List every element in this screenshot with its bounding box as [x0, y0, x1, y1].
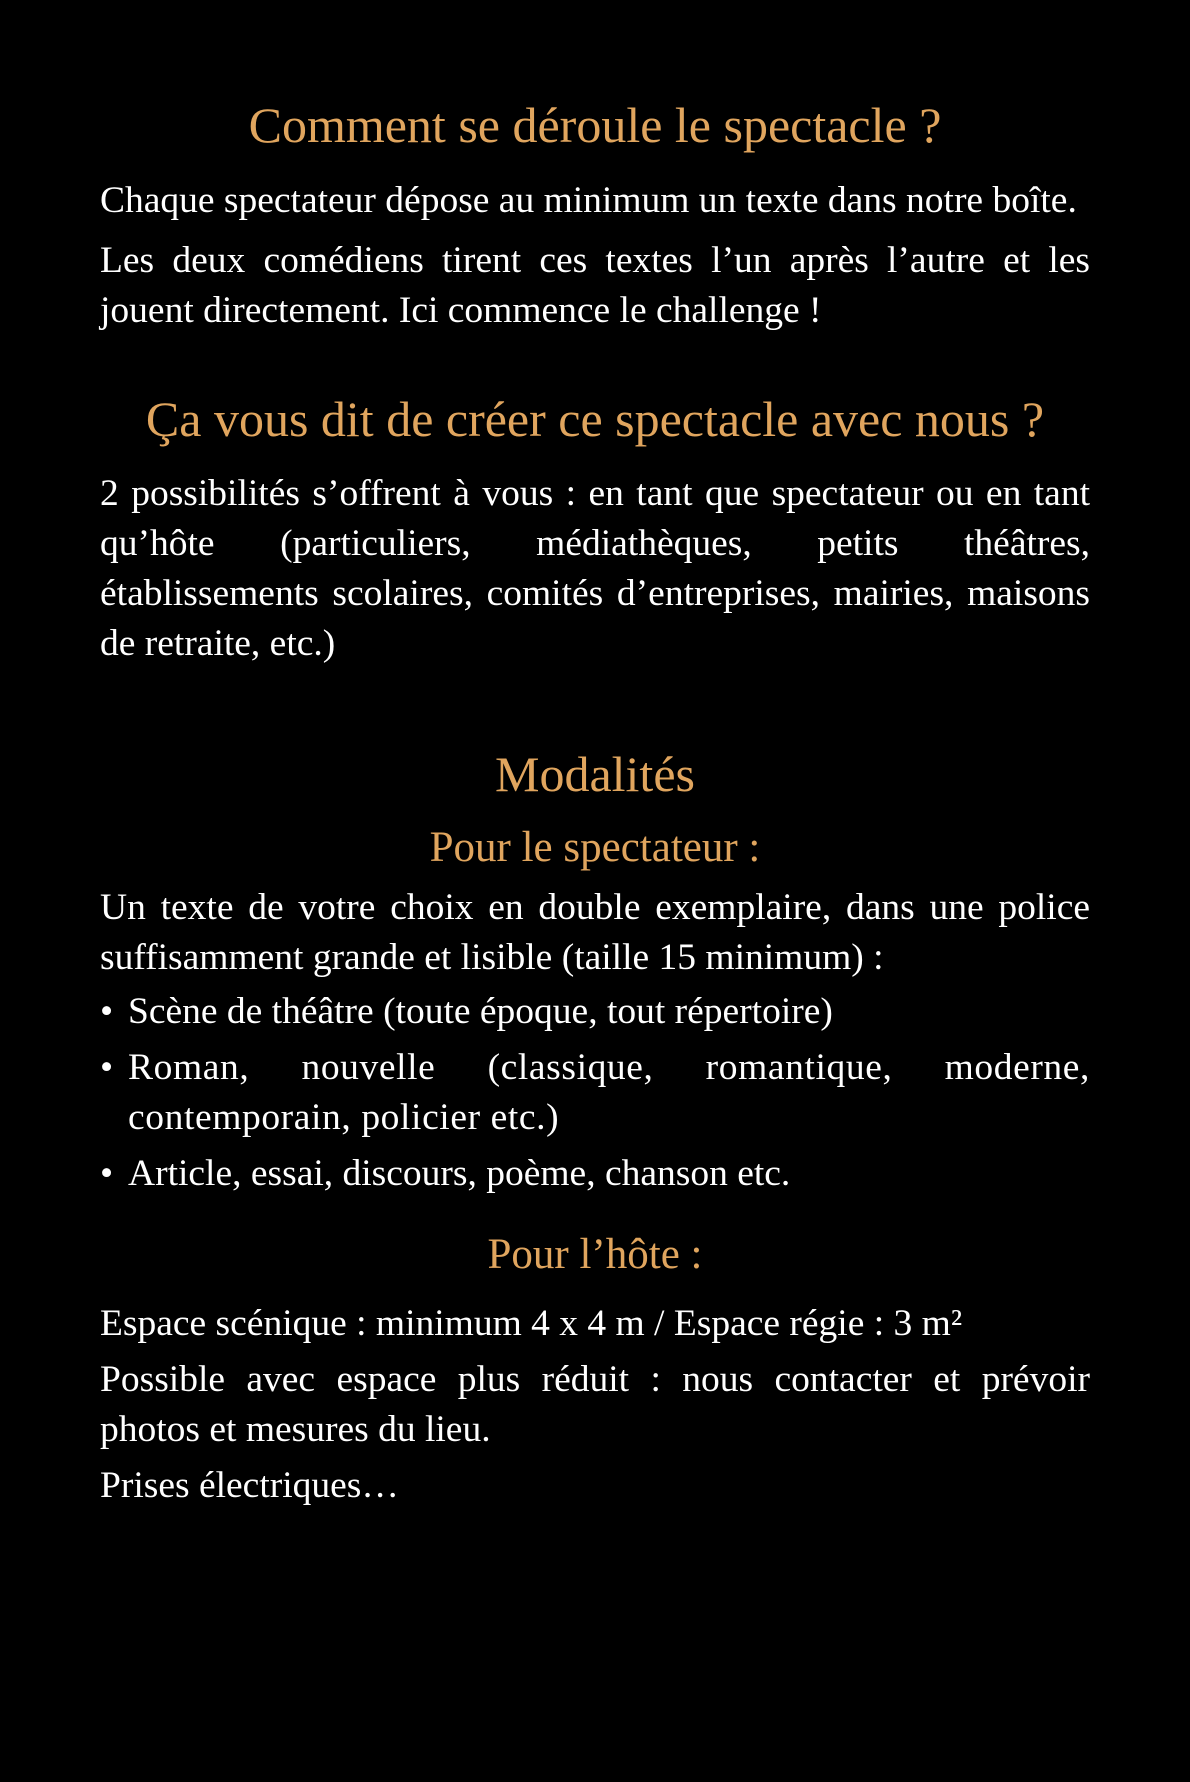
text-types-list — [100, 987, 1090, 1199]
section-title-creer: Ça vous dit de créer ce spectacle avec nous ? — [145, 391, 1045, 447]
subsection-title-spectateur: Pour le spectateur : — [429, 824, 761, 871]
list-item-text: Roman, nouvelle (classique, romantique, moderne, contemporain, policier etc.) — [128, 1047, 1090, 1139]
section-title-deroulement: Comment se déroule le spectacle ? — [248, 97, 942, 153]
paragraph-hote-espace: Espace scénique : minimum 4 x 4 m / Espace régie : 3 m² — [100, 1302, 963, 1344]
subsection-title-hote: Pour l’hôte : — [487, 1231, 703, 1279]
section-title-modalites: Modalités — [495, 746, 695, 802]
paragraph-possibilites: 2 possibilités s’offrent à vous : en tant que spectateur ou en tant qu’hôte (particuliers, médiathèques, petits théâtres, établissements scolaires, comités d’entreprises, mairies, maisons de retraite, etc.) — [100, 473, 1090, 664]
list-item — [100, 1149, 1090, 1199]
paragraph-deroulement-1: Chaque spectateur dépose au minimum un texte dans notre boîte. — [100, 180, 1077, 221]
bullet-icon: • — [100, 1153, 114, 1195]
bullet-icon: • — [100, 1047, 114, 1089]
list-item-text: Scène de théâtre (toute époque, tout répertoire) — [128, 991, 833, 1033]
list-item-text: Article, essai, discours, poème, chanson etc. — [128, 1153, 791, 1195]
page — [0, 98, 1190, 1782]
paragraph-spectateur-intro: Un texte de votre choix en double exemplaire, dans une police suffisamment grande et lisible (taille 15 minimum) : — [100, 887, 1090, 979]
paragraph-deroulement-2: Les deux comédiens tirent ces textes l’un après l’autre et les jouent directement. Ici commence le challenge ! — [100, 240, 1090, 331]
paragraph-hote-reduit: Possible avec espace plus réduit : nous contacter et prévoir photos et mesures du lieu. — [100, 1358, 1090, 1450]
bullet-icon: • — [100, 991, 114, 1033]
list-item — [100, 987, 1090, 1037]
list-item — [100, 1043, 1090, 1143]
paragraph-hote-prises: Prises électriques… — [100, 1464, 399, 1506]
